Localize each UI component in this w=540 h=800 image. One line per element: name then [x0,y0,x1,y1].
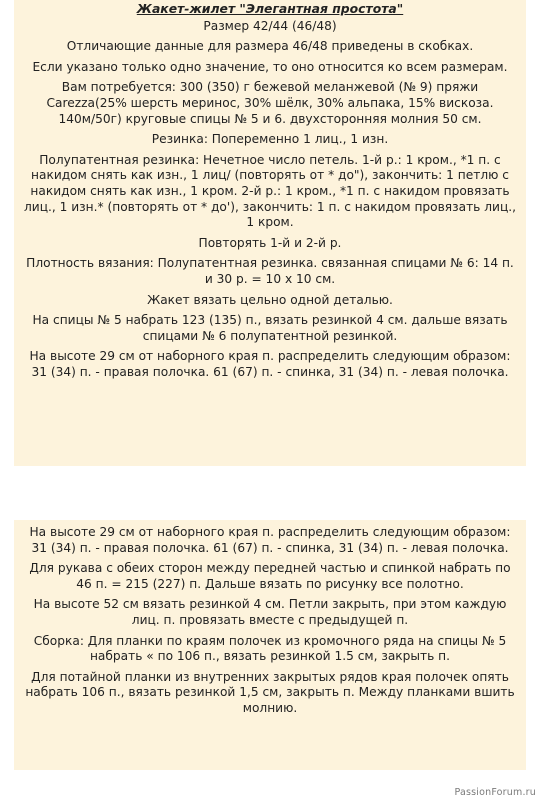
gauge-paragraph: Плотность вязания: Полупатентная резинка. связанная спицами № 6: 14 п. и 30 р. = 10 х 10 см. [26,256,514,286]
hidden-placket-paragraph: Для потайной планки из внутренних закрытых рядов края полочек опять набрать 106 п., вязать резинкой 1,5 см, закрыть п. Между планками вшить молнию. [25,669,515,715]
repeat-rows: Повторять 1-й и 2-й р. [198,235,342,250]
materials-paragraph: Вам потребуется: 300 (350) г бежевой меланжевой (№ 9) пряжи Carezza(25% шерсть меринос, 30% шёлк, 30% альпака, 15% вискоза. 140м/50г) круговые спицы № 5 и 6. двухсторонняя молния 50 см. [46,80,494,126]
finish-paragraph: На высоте 52 см вязать резинкой 4 см. Петли закрыть, при этом каждую лиц. п. провязать вместе с предыдущей п. [33,597,507,627]
divide-stitches-paragraph-repeat: На высоте 29 см от наборного края п. распределить следующим образом: 31 (34) п. - правая полочка. 61 (67) п. - спинка, 31 (34) п. - левая полочка. [29,525,511,555]
cast-on-paragraph: На спицы № 5 набрать 123 (135) п., вязать резинкой 4 см. дальше вязать спицами № 6 полупатентной резинкой. [32,313,508,343]
instructions-panel-top [14,0,526,466]
rib-pattern: Резинка: Попеременно 1 лиц., 1 изн. [151,132,389,147]
half-cardigan-pattern: Полупатентная резинка: Нечетное число петель. 1-й р.: 1 кром., *1 п. с накидом снять как изн., 1 лиц/ (повторять от * до"), закончить: 1 петлю с накидом снять как изн., 1 кром. 2-й р.: 1 кром., *1 п. с накидом провязать лиц., 1 изн.* (повторять от * до'), закончить: 1 п. с накидом провязать лиц., 1 кром. [24,152,516,230]
instructions-panel-bottom [14,520,526,770]
one-piece-note: Жакет вязать цельно одной деталью. [147,292,393,307]
document-title: Жакет-жилет "Элегантная простота" [136,1,404,16]
site-watermark: PassionForum.ru [454,787,536,798]
assembly-paragraph: Сборка: Для планки по краям полочек из кромочного ряда на спицы № 5 набрать « по 106 п., вязать резинкой 1.5 см, закрыть п. [33,633,507,664]
size-line: Размер 42/44 (46/48) [203,18,337,33]
single-value-note: Если указано только одно значение, то оно относится ко всем размерам. [32,59,508,74]
size-note: Отличающие данные для размера 46/48 приведены в скобках. [66,39,474,54]
divide-stitches-paragraph: На высоте 29 см от наборного края п. распределить следующим образом: 31 (34) п. - правая полочка. 61 (67) п. - спинка, 31 (34) п. - левая полочка. [29,349,511,379]
sleeve-paragraph: Для рукава с обеих сторон между передней частью и спинкой набрать по 46 п. = 215 (227) п. Дальше вязать по рисунку все полотно. [29,561,511,591]
